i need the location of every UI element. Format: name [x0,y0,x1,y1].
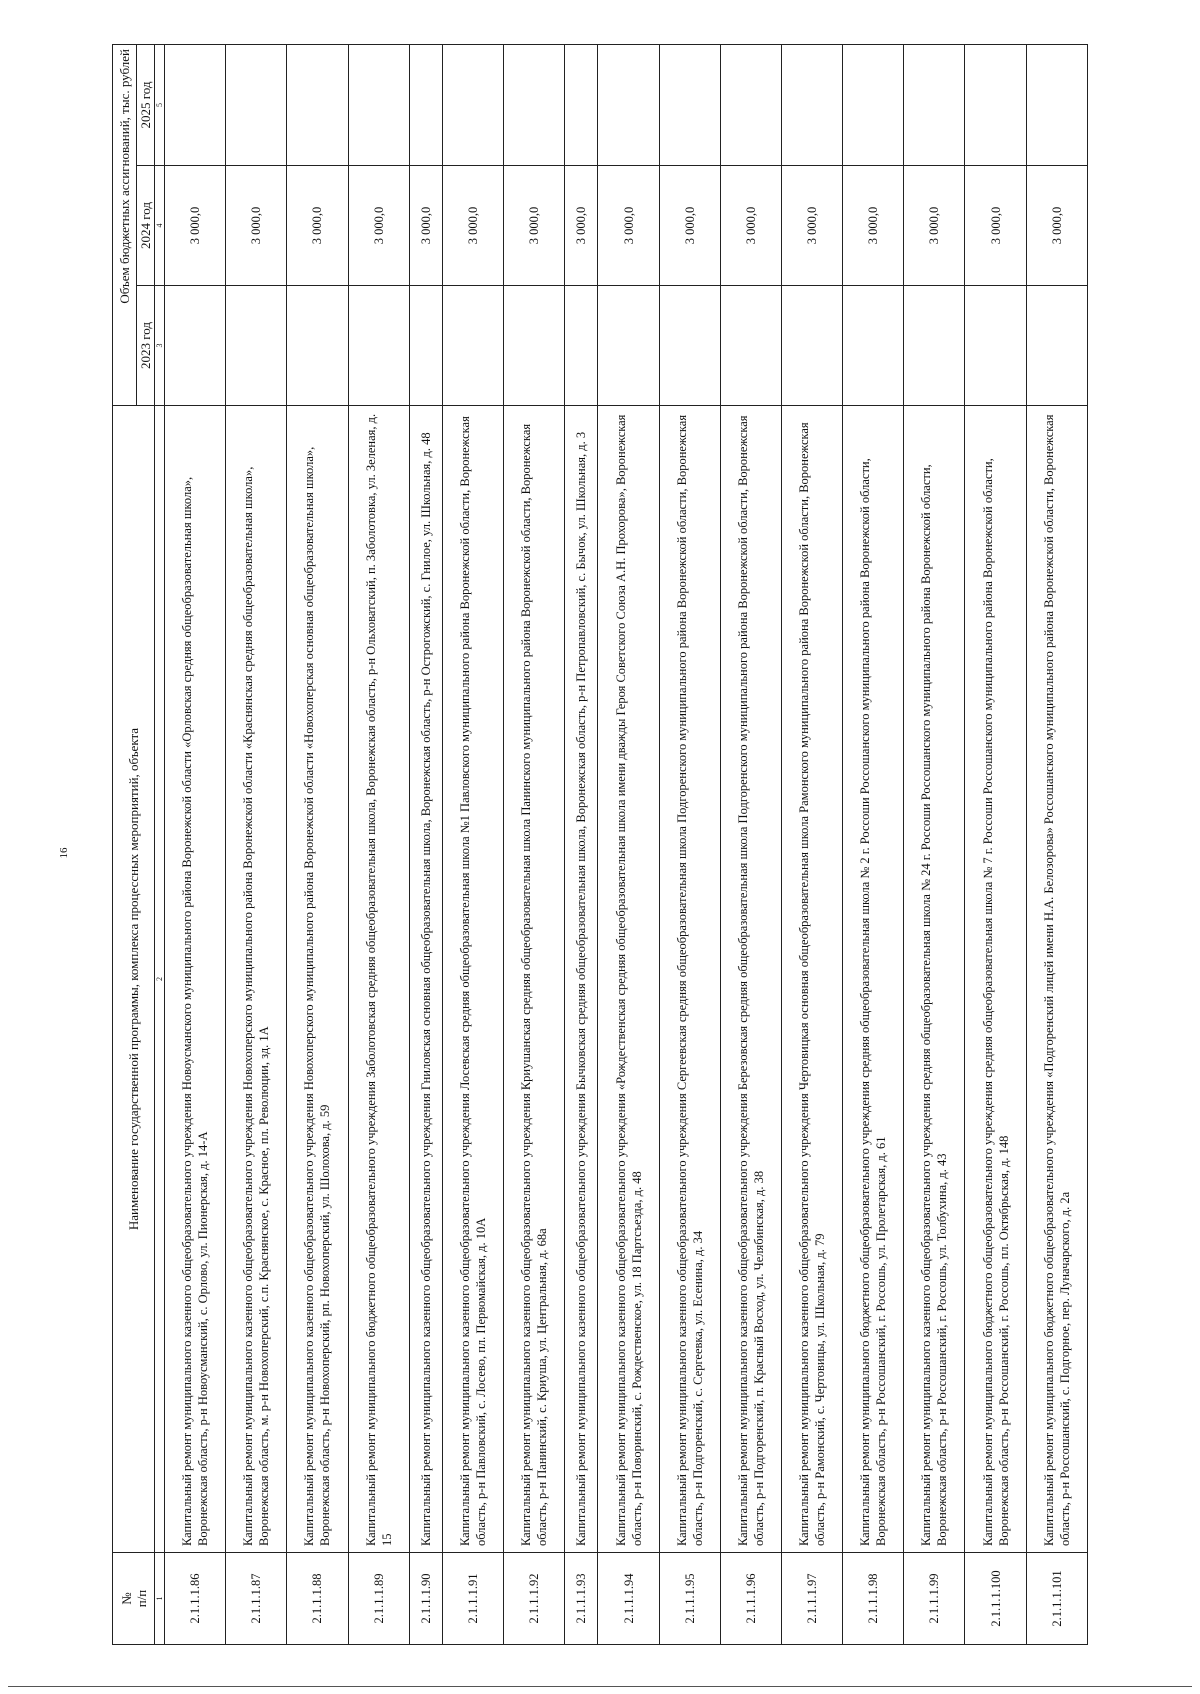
row-number: 2.1.1.1.87 [226,1553,287,1645]
row-number: 2.1.1.1.93 [565,1553,598,1645]
row-description: Капитальный ремонт муниципального казенного общеобразовательного учреждения Чертовицкая основная общеобразовательная школа Рамонского муниципального района Воронежской области, Воронежская область, р-н Рамонский, с. Чертовицы, ул. Школьная, д. 79 [781,406,842,1553]
amount-2024: 3 000,0 [843,166,904,286]
amount-2025 [287,44,348,165]
table-row [442,44,503,1644]
amount-2023 [442,286,503,406]
header-year-2025: 2025 год [137,44,155,165]
amount-2024: 3 000,0 [409,166,442,286]
amount-2024: 3 000,0 [504,166,565,286]
amount-2024: 3 000,0 [659,166,720,286]
table-row [659,44,720,1644]
header-num: № п/п [113,1553,155,1645]
row-description: Капитальный ремонт муниципального казенного общеобразовательного учреждения Лосевская средняя общеобразовательная школа №1 Павловского муниципального района Воронежской области, Воронежская область, р-н Павловский, с. Лосево, пл. Первомайская, д. 10А [442,406,503,1553]
table-row [720,44,781,1644]
amount-2023 [659,286,720,406]
amount-2025 [904,44,965,165]
row-description: Капитальный ремонт муниципального казенного общеобразовательного учреждения Березовская средняя общеобразовательная школа Подгоренского муниципального района Воронежской области, Воронежская область, р-н Подгоренский, п. Красный Восход, ул. Челябинская, д. 38 [720,406,781,1553]
row-number: 2.1.1.1.94 [598,1553,659,1645]
row-description: Капитальный ремонт муниципального казенного общеобразовательного учреждения Бычковская средняя общеобразовательная школа, Воронежская область, р-н Петропавловский, с. Бычок, ул. Школьная, д. 3 [565,406,598,1553]
header-year-2023: 2023 год [137,286,155,406]
table-row [287,44,348,1644]
row-description: Капитальный ремонт муниципального бюджетного общеобразовательного учреждения средняя общеобразовательная школа № 7 г. Россоши Россошанского муниципального района Воронежской области, Воронежская область, р-н Россошанский, г. Россошь, пл. Октябрьская, д. 148 [965,406,1026,1553]
amount-2025 [1026,44,1087,165]
row-number: 2.1.1.1.96 [720,1553,781,1645]
row-number: 2.1.1.1.98 [843,1553,904,1645]
column-index: 1 [155,1553,165,1645]
header-name: Наименование государственной программы, комплекса процессных мероприятий, объекта [113,406,155,1553]
amount-2023 [598,286,659,406]
row-number: 2.1.1.1.92 [504,1553,565,1645]
row-number: 2.1.1.1.99 [904,1553,965,1645]
amount-2025 [226,44,287,165]
amount-2023 [965,286,1026,406]
row-number: 2.1.1.1.90 [409,1553,442,1645]
row-number: 2.1.1.1.91 [442,1553,503,1645]
column-index: 4 [155,166,165,286]
amount-2024: 3 000,0 [904,166,965,286]
amount-2024: 3 000,0 [781,166,842,286]
page-number: 16 [58,847,70,859]
row-description: Капитальный ремонт муниципального казенного общеобразовательного учреждения Сергеевская средняя общеобразовательная школа Подгоренского муниципального района Воронежской области, Воронежская область, р-н Подгоренский, с. Сергеевка, ул. Есенина, д. 34 [659,406,720,1553]
row-description: Капитальный ремонт муниципального бюджетного общеобразовательного учреждения «Подгоренский лицей имени Н.А. Белозорова» Россошанского муниципального района Воронежской области, Воронежская область, р-н Россошанский, с. Подгорное, пер. Луначарского, д. 2а [1026,406,1087,1553]
amount-2023 [348,286,409,406]
header-year-2024: 2024 год [137,166,155,286]
row-description: Капитальный ремонт муниципального казенного общеобразовательного учреждения «Рождественская средняя общеобразовательная школа имени дважды Героя Советского Союза А.Н. Прохорова», Воронежская область, р-н Поворинский, с. Рождественское, ул. 18 Партсъезда, д. 48 [598,406,659,1553]
amount-2025 [165,44,226,165]
amount-2025 [659,44,720,165]
amount-2023 [226,286,287,406]
row-number: 2.1.1.1.88 [287,1553,348,1645]
amount-2024: 3 000,0 [348,166,409,286]
row-description: Капитальный ремонт муниципального казенного общеобразовательного учреждения Новохоперского муниципального района Воронежской области «Новохоперская основная общеобразовательная школа», Воронежская область, р-н Новохоперский, рп. Новохоперский, ул. Шолохова, д. 59 [287,406,348,1553]
amount-2025 [504,44,565,165]
amount-2024: 3 000,0 [442,166,503,286]
row-number: 2.1.1.1.97 [781,1553,842,1645]
amount-2023 [781,286,842,406]
amount-2024: 3 000,0 [226,166,287,286]
amount-2023 [904,286,965,406]
amount-2024: 3 000,0 [598,166,659,286]
amount-2023 [843,286,904,406]
amount-2024: 3 000,0 [287,166,348,286]
amount-2025 [598,44,659,165]
table-row [565,44,598,1644]
amount-2024: 3 000,0 [965,166,1026,286]
scan-edge-line [8,1686,1192,1687]
amount-2025 [781,44,842,165]
row-number: 2.1.1.1.86 [165,1553,226,1645]
table-row [165,44,226,1644]
column-index: 5 [155,44,165,165]
amount-2025 [565,44,598,165]
amount-2025 [720,44,781,165]
row-description: Капитальный ремонт муниципального казенного общеобразовательного учреждения средняя общеобразовательная школа № 24 г. Россоши Россошанского муниципального района Воронежской области, Воронежская область, р-н Россошанский, г. Россошь, ул. Толбухина, д. 43 [904,406,965,1553]
amount-2023 [165,286,226,406]
amount-2024: 3 000,0 [565,166,598,286]
amount-2023 [287,286,348,406]
amount-2024: 3 000,0 [720,166,781,286]
table-row [598,44,659,1644]
table-row [348,44,409,1644]
amount-2025 [348,44,409,165]
amount-2023 [565,286,598,406]
row-description: Капитальный ремонт муниципального казенного общеобразовательного учреждения Новохоперского муниципального района Воронежской области «Краснянская средняя общеобразовательная школа», Воронежская область, м. р-н Новохоперский, с.п. Краснянское, с. Красное, пл. Революции, зд. 1А [226,406,287,1553]
table-row [904,44,965,1644]
amount-2025 [442,44,503,165]
row-number: 2.1.1.1.101 [1026,1553,1087,1645]
table-row [843,44,904,1644]
table-row [1026,44,1087,1644]
table-row [781,44,842,1644]
row-description: Капитальный ремонт муниципального бюджетного общеобразовательного учреждения средняя общеобразовательная школа № 2 г. Россоши Россошанского муниципального района Воронежской области, Воронежская область, р-н Россошанский, г. Россошь, ул. Пролетарская, д. 61 [843,406,904,1553]
table-row [965,44,1026,1644]
header-budget: Объем бюджетных ассигнований, тыс. рублей [113,44,137,405]
amount-2023 [1026,286,1087,406]
row-description: Капитальный ремонт муниципального бюджетного общеобразовательного учреждения Заболотовская средняя общеобразовательная школа, Воронежская область, р-н Ольховатский, п. Заболотовка, ул. Зеленая, д. 15 [348,406,409,1553]
amount-2024: 3 000,0 [165,166,226,286]
amount-2025 [843,44,904,165]
row-number: 2.1.1.1.100 [965,1553,1026,1645]
row-description: Капитальный ремонт муниципального казенного общеобразовательного учреждения Гниловская основная общеобразовательная школа, Воронежская область, р-н Острогожский, с. Гнилое, ул. Школьная, д. 48 [409,406,442,1553]
amount-2023 [720,286,781,406]
column-index: 2 [155,406,165,1553]
amount-2024: 3 000,0 [1026,166,1087,286]
amount-2025 [965,44,1026,165]
amount-2025 [409,44,442,165]
column-index: 3 [155,286,165,406]
row-number: 2.1.1.1.89 [348,1553,409,1645]
rotated-table-container [112,45,1088,1645]
row-description: Капитальный ремонт муниципального казенного общеобразовательного учреждения Новоусманского муниципального района Воронежской области «Орловская средняя общеобразовательная школа», Воронежская область, р-н Новоусманский, с. Орлово, ул. Пионерская, д. 14-А [165,406,226,1553]
row-description: Капитальный ремонт муниципального казенного общеобразовательного учреждения Криушанская средняя общеобразовательная школа Панинского муниципального района Воронежской области, Воронежская область, р-н Панинский, с. Криуша, ул. Центральная, д. 68а [504,406,565,1553]
table-body [165,44,1088,1644]
amount-2023 [504,286,565,406]
budget-table [112,44,1088,1645]
amount-2023 [409,286,442,406]
table-row [226,44,287,1644]
row-number: 2.1.1.1.95 [659,1553,720,1645]
table-row [409,44,442,1644]
table-row [504,44,565,1644]
